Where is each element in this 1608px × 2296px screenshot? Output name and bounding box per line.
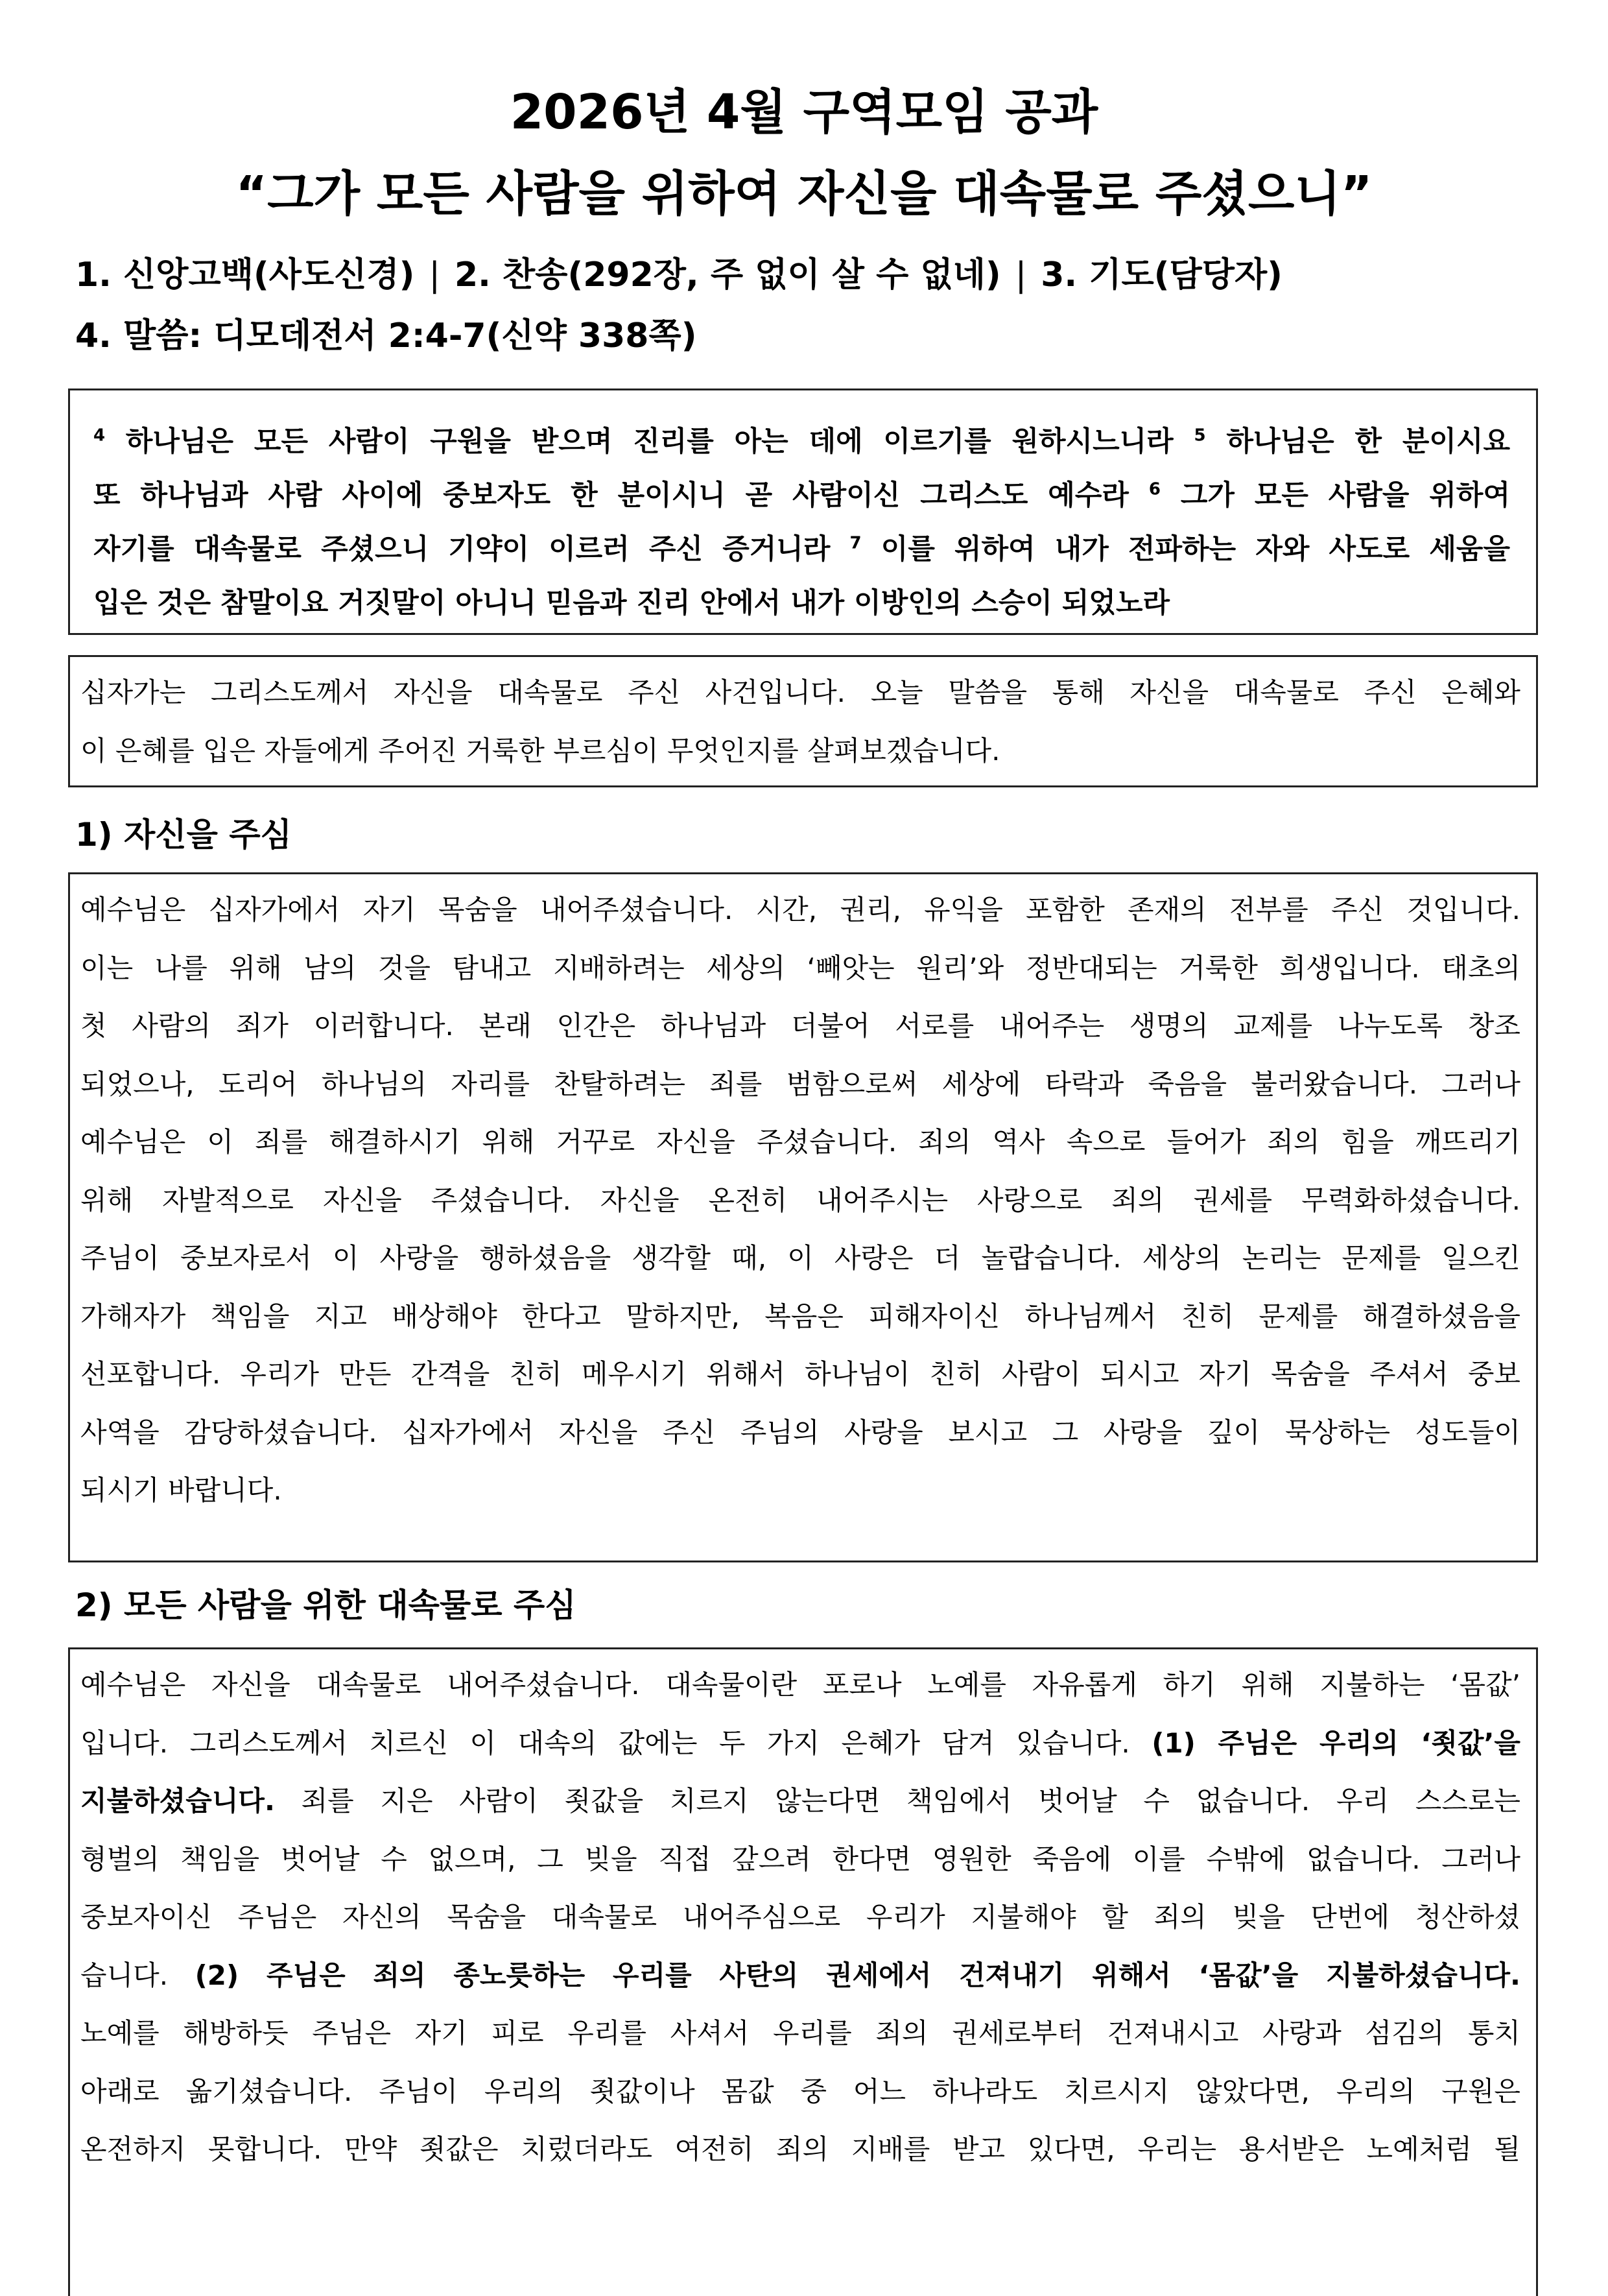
- text-line: [80, 1656, 1520, 1714]
- text-line: [80, 1714, 1520, 1773]
- text-segment: 이를 위하여 내가 전파하는 자와 사도로 세움을: [861, 533, 1510, 566]
- order-item-scripture: 4. 말씀: 디모데전서 2:4-7(신약 338쪽): [75, 317, 697, 355]
- text-line: [93, 523, 1510, 577]
- bold-text: (2) 주님은 죄의 종노릇하는 우리를 사탄의 권세에서 건져내기 위해서 ‘몸값’을 지불하셨습니다.: [195, 1959, 1520, 1991]
- text-segment: 아래로 옮기셨습니다. 주님이 우리의 죗값이나 몸값 중 어느 하나라도 치르시지 않았다면, 우리의 구원은: [80, 2075, 1520, 2107]
- separator: |: [429, 256, 440, 294]
- text-segment: 주님이 중보자로서 이 사랑을 행하셨음을 생각할 때, 이 사랑은 더 놀랍습니다. 세상의 논리는 문제를 일으킨: [80, 1242, 1520, 1274]
- text-segment: 죄를 지은 사람이 죗값을 치르지 않는다면 책임에서 벗어날 수 없습니다. 우리 스스로는: [274, 1785, 1520, 1817]
- scripture-box: [68, 389, 1538, 635]
- text-segment: 되었으나, 도리어 하나님의 자리를 찬탈하려는 죄를 범함으로써 세상에 타락과 죽음을 불러왔습니다. 그러나: [80, 1068, 1520, 1100]
- section2-body: [68, 1647, 1538, 2296]
- text-line: [80, 2004, 1520, 2063]
- text-segment: 예수님은 이 죄를 해결하시기 위해 거꾸로 자신을 주셨습니다. 죄의 역사 속으로 들어가 죄의 힘을 깨뜨리기: [80, 1126, 1520, 1158]
- text-segment: 선포합니다. 우리가 만든 간격을 친히 메우시기 위해서 하나님이 친히 사람이 되시고 자기 목숨을 주셔서 중보: [80, 1358, 1520, 1390]
- text-segment: 중보자이신 주님은 자신의 목숨을 대속물로 내어주심으로 우리가 지불해야 할 죄의 빚을 단번에 청산하셨: [80, 1901, 1520, 1933]
- text-line: [80, 1055, 1520, 1114]
- text-line: [80, 1946, 1520, 2005]
- text-segment: 되시기 바랍니다.: [80, 1474, 282, 1506]
- text-line: [93, 415, 1510, 469]
- text-line: [80, 2063, 1520, 2121]
- text-segment: 십자가는 그리스도께서 자신을 대속물로 주신 사건입니다. 오늘 말씀을 통해 자신을 대속물로 주신 은혜와: [80, 676, 1520, 708]
- verse-number: 6: [1148, 479, 1161, 499]
- text-line: [93, 469, 1510, 523]
- text-segment: 첫 사람의 죄가 이러합니다. 본래 인간은 하나님과 더불어 서로를 내어주는 생명의 교제를 나누도록 창조: [80, 1010, 1520, 1042]
- order-item-creed: 1. 신앙고백(사도신경): [75, 256, 415, 294]
- text-line: [80, 1830, 1520, 1889]
- text-line: [80, 997, 1520, 1055]
- verse-number: 5: [1194, 425, 1206, 446]
- text-segment: 그가 모든 사람을 위하여: [1160, 479, 1510, 512]
- order-of-service: [75, 258, 1283, 292]
- verse-number: 7: [849, 533, 862, 553]
- text-segment: 또 하나님과 사람 사이에 중보자도 한 분이시니 곧 사람이신 그리스도 예수라: [93, 479, 1149, 512]
- text-segment: 사역을 감당하셨습니다. 십자가에서 자신을 주신 주님의 사랑을 보시고 그 사랑을 깊이 묵상하는 성도들이: [80, 1416, 1520, 1448]
- text-line: [80, 939, 1520, 998]
- text-segment: 온전하지 못합니다. 만약 죗값은 치렀더라도 여전히 죄의 지배를 받고 있다면, 우리는 용서받은 노예처럼 될: [80, 2133, 1520, 2165]
- page-title: 2026년 4월 구역모임 공과: [510, 84, 1098, 140]
- text-line: [80, 1229, 1520, 1287]
- text-segment: 예수님은 자신을 대속물로 내어주셨습니다. 대속물이란 포로나 노예를 자유롭게 하기 위해 지불하는 ‘몸값’: [80, 1669, 1520, 1701]
- text-line: [80, 1287, 1520, 1346]
- text-line: [80, 1171, 1520, 1230]
- text-segment: 이 은혜를 입은 자들에게 주어진 거룩한 부르심이 무엇인지를 살펴보겠습니다.: [80, 734, 1000, 767]
- separator: |: [1015, 256, 1027, 294]
- text-line: [80, 881, 1520, 939]
- text-segment: 형벌의 책임을 벗어날 수 없으며, 그 빚을 직접 갚으려 한다면 영원한 죽음에 이를 수밖에 없습니다. 그러나: [80, 1843, 1520, 1875]
- bold-text: (1) 주님은 우리의 ‘죗값’을: [1152, 1727, 1520, 1759]
- text-line: [80, 1345, 1520, 1404]
- text-segment: 노예를 해방하듯 주님은 자기 피로 우리를 사셔서 우리를 죄의 권세로부터 건져내시고 사랑과 섬김의 통치: [80, 2017, 1520, 2049]
- text-line: [80, 1772, 1520, 1830]
- text-segment: 습니다.: [80, 1959, 195, 1991]
- text-line: [80, 2120, 1520, 2179]
- page-subtitle: “그가 모든 사람을 위하여 자신을 대속물로 주셨으니”: [235, 166, 1373, 222]
- section-heading: 1) 자신을 주심: [75, 816, 292, 854]
- text-segment: 위해 자발적으로 자신을 주셨습니다. 자신을 온전히 내어주시는 사랑으로 죄의 권세를 무력화하셨습니다.: [80, 1184, 1520, 1216]
- text-line: [80, 1404, 1520, 1462]
- order-item-hymn: 2. 찬송(292장, 주 없이 살 수 없네): [454, 256, 1001, 294]
- text-segment: 하나님은 모든 사람이 구원을 받으며 진리를 아는 데에 이르기를 원하시느니라: [105, 425, 1194, 458]
- text-line: [80, 1461, 1520, 1520]
- order-item-prayer: 3. 기도(담당자): [1041, 256, 1283, 294]
- intro-box: [68, 655, 1538, 787]
- text-segment: 예수님은 십자가에서 자기 목숨을 내어주셨습니다. 시간, 권리, 유익을 포함한 존재의 전부를 주신 것입니다.: [80, 894, 1520, 926]
- section1-body: [68, 872, 1538, 1562]
- bold-text: 지불하셨습니다.: [80, 1785, 275, 1817]
- verse-number: 4: [93, 425, 106, 446]
- text-segment: 입은 것은 참말이요 거짓말이 아니니 믿음과 진리 안에서 내가 이방인의 스승이 되었노라: [93, 587, 1170, 619]
- text-line: [80, 722, 1520, 780]
- text-segment: 가해자가 책임을 지고 배상해야 한다고 말하지만, 복음은 피해자이신 하나님께서 친히 문제를 해결하셨음을: [80, 1300, 1520, 1332]
- text-line: [80, 664, 1520, 722]
- text-segment: 자기를 대속물로 주셨으니 기약이 이르러 주신 증거니라: [93, 533, 850, 566]
- text-line: [93, 577, 1510, 630]
- text-line: [80, 1888, 1520, 1946]
- section-heading: 2) 모든 사람을 위한 대속물로 주심: [75, 1586, 576, 1624]
- text-segment: 입니다. 그리스도께서 치르신 이 대속의 값에는 두 가지 은혜가 담겨 있습니다.: [80, 1727, 1152, 1759]
- text-segment: 하나님은 한 분이시요: [1205, 425, 1510, 458]
- text-line: [80, 1113, 1520, 1171]
- text-segment: 이는 나를 위해 남의 것을 탐내고 지배하려는 세상의 ‘빼앗는 원리’와 정반대되는 거룩한 희생입니다. 태초의: [80, 951, 1520, 984]
